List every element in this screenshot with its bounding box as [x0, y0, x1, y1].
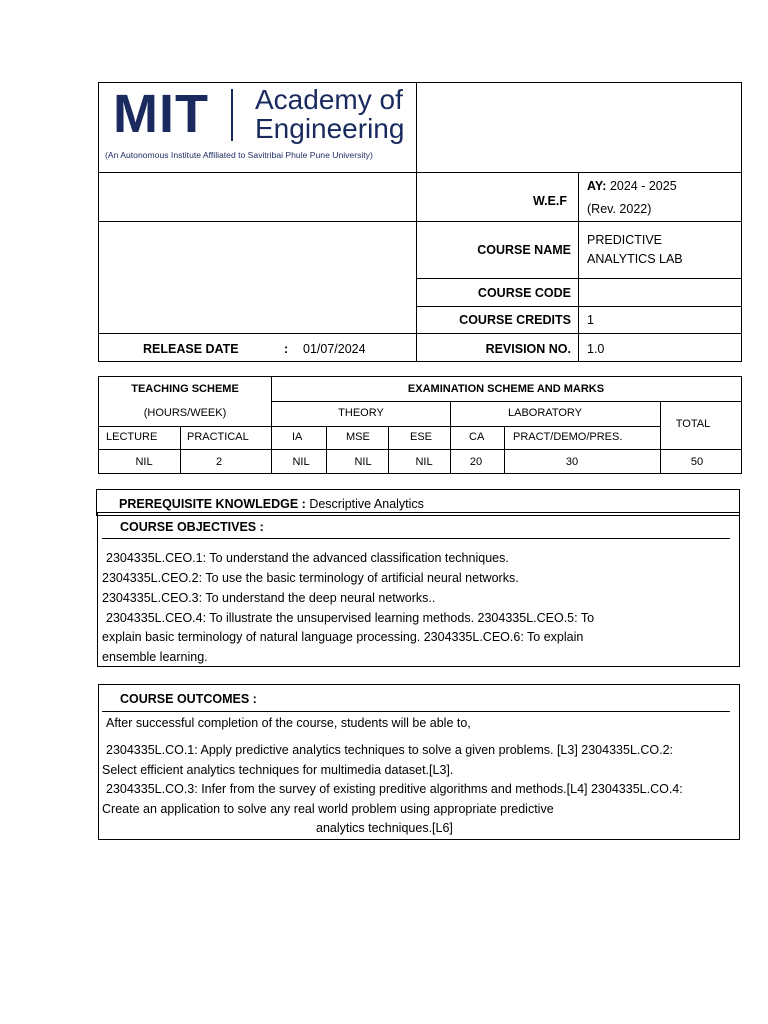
outcome-line: analytics techniques.[L6] [316, 821, 453, 835]
wef-label: W.E.F [532, 194, 567, 208]
outcome-line: Select efficient analytics techniques for multimedia dataset.[L3]. [102, 763, 454, 777]
course-name-label: COURSE NAME [477, 243, 571, 257]
val-total: 50 [690, 456, 704, 468]
logo-line1: Academy of [255, 84, 403, 115]
col-lecture: LECTURE [106, 431, 158, 443]
ay-label: AY: [587, 179, 607, 193]
outcomes-title: COURSE OUTCOMES : [120, 692, 257, 706]
col-ia: IA [292, 431, 303, 443]
outcomes-box [98, 684, 740, 840]
logo-subtitle: (An Autonomous Institute Affiliated to Savitribai Phule Pune University) [105, 150, 373, 160]
outcomes-intro: After successful completion of the course, students will be able to, [106, 716, 471, 730]
val-ia: NIL [292, 456, 310, 468]
val-mse: NIL [354, 456, 372, 468]
course-name-line2: ANALYTICS LAB [587, 252, 683, 266]
course-credits-label: COURSE CREDITS [459, 313, 571, 327]
institute-logo [105, 85, 413, 169]
val-pract-demo: 30 [565, 456, 579, 468]
objective-line: explain basic terminology of natural language processing. 2304335L.CEO.6: To explain [102, 630, 584, 644]
prerequisite-label: PREREQUISITE KNOWLEDGE : [119, 497, 306, 511]
prerequisite-value: Descriptive Analytics [309, 497, 424, 511]
col-ese: ESE [410, 431, 433, 443]
theory-header: THEORY [338, 407, 384, 419]
val-ca: 20 [469, 456, 483, 468]
outcome-line: 2304335L.CO.1: Apply predictive analytics techniques to solve a given problems. [L3] 2304335L.CO.2: [106, 743, 674, 757]
outcome-line: Create an application to solve any real world problem using appropriate predictive [102, 802, 554, 816]
exam-scheme-title: EXAMINATION SCHEME AND MARKS [407, 383, 605, 395]
ay-line [587, 180, 677, 193]
objective-line: 2304335L.CEO.3: To understand the deep neural networks.. [102, 591, 436, 605]
release-date-label: RELEASE DATE [143, 342, 239, 356]
revision-label: REVISION NO. [485, 342, 571, 356]
objective-line: 2304335L.CEO.2: To use the basic terminology of artificial neural networks. [102, 571, 519, 585]
objective-line: 2304335L.CEO.1: To understand the advanced classification techniques. [106, 551, 509, 565]
col-pract-demo: PRACT/DEMO/PRES. [513, 431, 623, 443]
col-mse: MSE [346, 431, 370, 443]
col-practical: PRACTICAL [187, 431, 249, 443]
val-practical: 2 [215, 456, 223, 468]
prerequisite-line [119, 498, 424, 511]
logo-line2: Engineering [255, 113, 405, 144]
objectives-title: COURSE OBJECTIVES : [120, 520, 264, 534]
logo-divider [231, 89, 233, 141]
ay-value: 2024 - 2025 [609, 179, 677, 193]
outcome-line: 2304335L.CO.3: Infer from the survey of existing preditive algorithms and methods.[L4] 2304335L.CO.4: [106, 782, 683, 796]
release-date-value: 01/07/2024 [303, 342, 366, 356]
revision-value: 1.0 [587, 342, 605, 356]
objective-line: 2304335L.CEO.4: To illustrate the unsupervised learning methods. 2304335L.CEO.5: To [106, 611, 595, 625]
objective-line: ensemble learning. [102, 650, 208, 664]
logo-mit: MIT [113, 84, 209, 144]
teaching-scheme-title: TEACHING SCHEME [131, 383, 239, 395]
hours-week: (HOURS/WEEK) [143, 407, 227, 419]
course-name-line1: PREDICTIVE [587, 233, 663, 247]
course-code-label: COURSE CODE [477, 286, 571, 300]
val-lecture: NIL [135, 456, 153, 468]
val-ese: NIL [415, 456, 433, 468]
laboratory-header: LABORATORY [508, 407, 582, 419]
release-date-colon: : [284, 342, 289, 356]
col-ca: CA [469, 431, 485, 443]
rev-value: (Rev. 2022) [587, 202, 652, 216]
course-credits-value: 1 [587, 313, 594, 327]
total-header: TOTAL [675, 418, 711, 430]
